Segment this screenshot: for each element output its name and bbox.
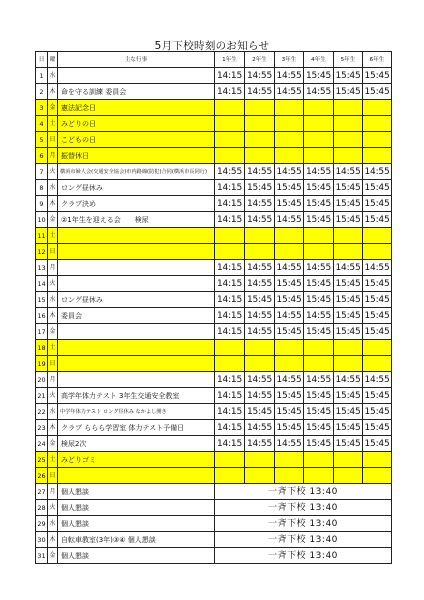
dismissal-time-cell: 14:55: [304, 84, 334, 100]
event-cell: 自転車教室(3年)③④ 個人懇談: [58, 532, 215, 548]
table-row: [36, 180, 392, 196]
dismissal-time-cell: 15:45: [304, 404, 334, 420]
dismissal-time-cell: [245, 452, 275, 468]
dismissal-time-cell: 15:45: [363, 180, 392, 196]
dismissal-time-cell: 14:55: [275, 68, 304, 84]
dismissal-time-cell: 15:45: [275, 388, 304, 404]
event-cell: 検尿2次: [58, 436, 215, 452]
dismissal-time-cell: 15:45: [334, 68, 363, 84]
dismissal-time-cell: [334, 340, 363, 356]
dismissal-time-cell: 15:45: [275, 196, 304, 212]
dismissal-time-cell: 14:55: [245, 324, 275, 340]
weekday-cell: 月: [48, 260, 58, 276]
day-cell: 18: [36, 340, 48, 356]
dismissal-time-cell: [275, 468, 304, 484]
dismissal-time-cell: 14:55: [245, 260, 275, 276]
table-row: [36, 548, 392, 564]
weekday-cell: 日: [48, 356, 58, 372]
dismissal-time-cell: [275, 244, 304, 260]
weekday-cell: 火: [48, 164, 58, 180]
event-cell: [58, 356, 215, 372]
dismissal-time-cell: 14:15: [215, 308, 245, 324]
table-row: [36, 372, 392, 388]
dismissal-time-cell: 15:45: [245, 404, 275, 420]
dismissal-time-cell: 14:55: [245, 388, 275, 404]
event-cell: クラブ決め: [58, 196, 215, 212]
dismissal-time-cell: 14:55: [245, 212, 275, 228]
event-cell: [58, 340, 215, 356]
page-title: 5月下校時刻のお知らせ: [154, 40, 270, 52]
dismissal-time-cell: [334, 148, 363, 164]
dismissal-time-cell: [334, 100, 363, 116]
dismissal-time-cell: [334, 468, 363, 484]
dismissal-time-cell: [363, 228, 392, 244]
table-row: [36, 228, 392, 244]
dismissal-time-cell: 15:45: [363, 436, 392, 452]
dismissal-time-cell: 15:45: [304, 292, 334, 308]
dismissal-time-cell: 14:55: [245, 276, 275, 292]
table-row: [36, 276, 392, 292]
dismissal-time-cell: [334, 132, 363, 148]
dismissal-time-cell: 14:15: [215, 420, 245, 436]
dismissal-time-cell: 15:45: [334, 388, 363, 404]
dismissal-time-cell: 15:45: [334, 84, 363, 100]
event-cell: 個人懇談: [58, 516, 215, 532]
dismissal-time-cell: [363, 452, 392, 468]
dismissal-time-cell: 14:55: [304, 308, 334, 324]
dismissal-time-cell: [215, 244, 245, 260]
day-cell: 11: [36, 228, 48, 244]
dismissal-time-cell: 15:45: [334, 404, 363, 420]
event-cell: 憲法記念日: [58, 100, 215, 116]
weekday-cell: 火: [48, 276, 58, 292]
dismissal-time-cell: 14:55: [275, 372, 304, 388]
dismissal-time-cell: 14:55: [245, 68, 275, 84]
dismissal-time-cell: 14:15: [215, 276, 245, 292]
weekday-cell: 日: [48, 468, 58, 484]
weekday-cell: 月: [48, 484, 58, 500]
column-header: 日: [36, 52, 48, 68]
event-cell: [58, 468, 215, 484]
dismissal-time-cell: [304, 340, 334, 356]
weekday-cell: 土: [48, 116, 58, 132]
dismissal-time-cell: 14:15: [215, 196, 245, 212]
column-header: 4年生: [304, 52, 334, 68]
weekday-cell: 金: [48, 548, 58, 564]
weekday-cell: 日: [48, 132, 58, 148]
dismissal-time-cell: 15:45: [304, 436, 334, 452]
dismissal-time-cell: 15:45: [334, 276, 363, 292]
event-cell: 横浜市婦人会(交通安全協会)市内路線(防犯)合同(横浜市長同行): [58, 164, 215, 180]
table-row: [36, 420, 392, 436]
weekday-cell: 木: [48, 84, 58, 100]
dismissal-time-cell: [304, 100, 334, 116]
dismissal-time-cell: [245, 468, 275, 484]
table-row: [36, 244, 392, 260]
dismissal-time-cell: 14:55: [334, 164, 363, 180]
dismissal-time-cell: 15:45: [363, 420, 392, 436]
table-row: [36, 148, 392, 164]
dismissal-time-cell: 14:15: [215, 68, 245, 84]
weekday-cell: 月: [48, 372, 58, 388]
table-row: [36, 340, 392, 356]
day-cell: 27: [36, 484, 48, 500]
event-cell: みどりゴミ: [58, 452, 215, 468]
table-row: [36, 388, 392, 404]
table-row: [36, 196, 392, 212]
day-cell: 17: [36, 324, 48, 340]
dismissal-time-cell: 15:45: [363, 84, 392, 100]
dismissal-time-cell: [363, 244, 392, 260]
weekday-cell: 日: [48, 244, 58, 260]
table-row: [36, 356, 392, 372]
dismissal-time-cell: 14:55: [334, 260, 363, 276]
day-cell: 4: [36, 116, 48, 132]
day-cell: 28: [36, 500, 48, 516]
table-row: [36, 484, 392, 500]
dismissal-time-cell: [304, 244, 334, 260]
day-cell: 21: [36, 388, 48, 404]
dismissal-time-cell: 15:45: [363, 308, 392, 324]
dismissal-time-cell: [363, 100, 392, 116]
dismissal-time-cell: 14:55: [275, 308, 304, 324]
dismissal-all-cell: 一斉下校 13:40: [215, 500, 392, 516]
dismissal-time-cell: 15:45: [245, 292, 275, 308]
event-cell: 高学年体力テスト 3年生交通安全教室: [58, 388, 215, 404]
day-cell: 26: [36, 468, 48, 484]
dismissal-time-cell: 15:45: [334, 292, 363, 308]
dismissal-time-cell: 14:15: [215, 324, 245, 340]
dismissal-time-cell: 15:45: [334, 180, 363, 196]
column-header: 6年生: [363, 52, 392, 68]
dismissal-time-cell: 15:45: [275, 276, 304, 292]
event-cell: [58, 324, 215, 340]
dismissal-time-cell: 15:45: [363, 324, 392, 340]
day-cell: 15: [36, 292, 48, 308]
dismissal-time-cell: 14:55: [275, 212, 304, 228]
dismissal-all-cell: 一斉下校 13:40: [215, 484, 392, 500]
dismissal-time-cell: [334, 228, 363, 244]
dismissal-time-cell: [245, 244, 275, 260]
dismissal-time-cell: 14:15: [215, 84, 245, 100]
event-cell: みどりの日: [58, 116, 215, 132]
dismissal-time-cell: 14:55: [275, 260, 304, 276]
dismissal-time-cell: 14:55: [275, 84, 304, 100]
dismissal-time-cell: [363, 468, 392, 484]
dismissal-time-cell: [215, 148, 245, 164]
dismissal-time-cell: [363, 148, 392, 164]
weekday-cell: 水: [48, 68, 58, 84]
event-cell: 委員会: [58, 308, 215, 324]
day-cell: 7: [36, 164, 48, 180]
day-cell: 16: [36, 308, 48, 324]
dismissal-time-cell: 15:45: [334, 196, 363, 212]
dismissal-time-cell: 15:45: [334, 308, 363, 324]
dismissal-time-cell: [304, 468, 334, 484]
weekday-cell: 火: [48, 388, 58, 404]
dismissal-time-cell: 14:55: [245, 308, 275, 324]
dismissal-time-cell: [304, 228, 334, 244]
event-cell: 個人懇談: [58, 548, 215, 564]
table-row: [36, 292, 392, 308]
event-cell: ロング昼休み: [58, 180, 215, 196]
dismissal-time-cell: [215, 132, 245, 148]
event-cell: [58, 260, 215, 276]
weekday-cell: 木: [48, 308, 58, 324]
dismissal-time-cell: 15:45: [334, 420, 363, 436]
weekday-cell: 土: [48, 228, 58, 244]
dismissal-time-cell: 15:45: [334, 212, 363, 228]
table-header-row: [36, 52, 392, 68]
weekday-cell: 水: [48, 292, 58, 308]
dismissal-time-cell: [215, 468, 245, 484]
table-row: [36, 84, 392, 100]
day-cell: 5: [36, 132, 48, 148]
event-cell: ②1年生を迎える会 検尿: [58, 212, 215, 228]
table-row: [36, 452, 392, 468]
event-cell: ロング昼休み: [58, 292, 215, 308]
dismissal-time-cell: 14:55: [304, 164, 334, 180]
weekday-cell: 木: [48, 196, 58, 212]
dismissal-time-cell: [245, 228, 275, 244]
dismissal-time-cell: [334, 452, 363, 468]
table-row: [36, 100, 392, 116]
dismissal-all-cell: 一斉下校 13:40: [215, 516, 392, 532]
day-cell: 25: [36, 452, 48, 468]
table-row: [36, 132, 392, 148]
dismissal-time-cell: 14:15: [215, 404, 245, 420]
dismissal-time-cell: 15:45: [275, 404, 304, 420]
dismissal-time-cell: 14:55: [245, 420, 275, 436]
dismissal-time-cell: [215, 116, 245, 132]
dismissal-time-cell: [245, 340, 275, 356]
day-cell: 19: [36, 356, 48, 372]
dismissal-time-cell: [275, 228, 304, 244]
dismissal-time-cell: [215, 340, 245, 356]
dismissal-time-cell: 15:45: [275, 324, 304, 340]
dismissal-time-cell: 15:45: [245, 180, 275, 196]
dismissal-time-cell: [245, 116, 275, 132]
dismissal-time-cell: 15:45: [363, 404, 392, 420]
dismissal-time-cell: [304, 132, 334, 148]
weekday-cell: 木: [48, 420, 58, 436]
column-header: 1年生: [215, 52, 245, 68]
table-row: [36, 260, 392, 276]
event-cell: [58, 228, 215, 244]
event-cell: クラブ ららら学習室 体力テスト予備日: [58, 420, 215, 436]
dismissal-time-cell: [245, 100, 275, 116]
dismissal-time-cell: 14:15: [215, 292, 245, 308]
dismissal-time-cell: 14:55: [363, 164, 392, 180]
dismissal-time-cell: [304, 148, 334, 164]
dismissal-time-cell: [275, 148, 304, 164]
event-cell: 個人懇談: [58, 484, 215, 500]
dismissal-time-cell: [363, 356, 392, 372]
dismissal-time-cell: 14:15: [215, 436, 245, 452]
dismissal-time-cell: 15:45: [304, 420, 334, 436]
dismissal-time-cell: 15:45: [304, 180, 334, 196]
table-row: [36, 468, 392, 484]
day-cell: 12: [36, 244, 48, 260]
dismissal-time-cell: [215, 228, 245, 244]
dismissal-time-cell: [215, 452, 245, 468]
dismissal-time-cell: [275, 132, 304, 148]
dismissal-time-cell: [275, 340, 304, 356]
day-cell: 30: [36, 532, 48, 548]
day-cell: 23: [36, 420, 48, 436]
dismissal-time-cell: [363, 340, 392, 356]
dismissal-time-cell: [215, 100, 245, 116]
weekday-cell: 金: [48, 212, 58, 228]
dismissal-all-cell: 一斉下校 13:40: [215, 548, 392, 564]
weekday-cell: 月: [48, 148, 58, 164]
dismissal-time-cell: 14:55: [275, 436, 304, 452]
column-header: 2年生: [245, 52, 275, 68]
dismissal-time-cell: 14:55: [363, 372, 392, 388]
dismissal-time-cell: 14:55: [275, 164, 304, 180]
day-cell: 2: [36, 84, 48, 100]
dismissal-time-cell: 14:15: [215, 260, 245, 276]
event-cell: 中学年体力テスト ロング昼休み なかよし開き: [58, 404, 215, 420]
event-cell: [58, 276, 215, 292]
table-row: [36, 116, 392, 132]
day-cell: 31: [36, 548, 48, 564]
dismissal-time-cell: [275, 356, 304, 372]
dismissal-time-cell: 14:55: [334, 372, 363, 388]
dismissal-time-cell: [304, 116, 334, 132]
day-cell: 10: [36, 212, 48, 228]
dismissal-time-cell: [334, 356, 363, 372]
day-cell: 20: [36, 372, 48, 388]
dismissal-time-cell: 14:15: [215, 180, 245, 196]
dismissal-time-cell: [275, 100, 304, 116]
dismissal-time-cell: [245, 132, 275, 148]
table-row: [36, 324, 392, 340]
weekday-cell: 金: [48, 100, 58, 116]
event-cell: 命を守る訓練 委員会: [58, 84, 215, 100]
dismissal-time-cell: 15:45: [363, 212, 392, 228]
dismissal-time-cell: 15:45: [363, 196, 392, 212]
weekday-cell: 土: [48, 452, 58, 468]
column-header: 3年生: [275, 52, 304, 68]
weekday-cell: 水: [48, 180, 58, 196]
event-cell: [58, 68, 215, 84]
table-row: [36, 500, 392, 516]
table-row: [36, 436, 392, 452]
dismissal-time-cell: 14:55: [363, 260, 392, 276]
dismissal-time-cell: 15:45: [363, 276, 392, 292]
dismissal-time-cell: 14:15: [215, 388, 245, 404]
dismissal-time-cell: 14:15: [215, 212, 245, 228]
event-cell: [58, 372, 215, 388]
dismissal-time-cell: [363, 132, 392, 148]
weekday-cell: 水: [48, 516, 58, 532]
weekday-cell: 水: [48, 404, 58, 420]
dismissal-time-cell: 15:45: [304, 388, 334, 404]
day-cell: 1: [36, 68, 48, 84]
dismissal-time-cell: 15:45: [334, 436, 363, 452]
event-cell: [58, 244, 215, 260]
weekday-cell: 土: [48, 340, 58, 356]
dismissal-time-cell: 15:45: [304, 68, 334, 84]
weekday-cell: 木: [48, 532, 58, 548]
dismissal-time-cell: 14:55: [245, 372, 275, 388]
dismissal-time-cell: 15:45: [363, 388, 392, 404]
event-cell: 個人懇談: [58, 500, 215, 516]
column-header: 5年生: [334, 52, 363, 68]
day-cell: 14: [36, 276, 48, 292]
dismissal-time-cell: 14:55: [245, 196, 275, 212]
dismissal-time-cell: [304, 452, 334, 468]
day-cell: 6: [36, 148, 48, 164]
event-cell: 振替休日: [58, 148, 215, 164]
dismissal-time-cell: [215, 356, 245, 372]
table-row: [36, 532, 392, 548]
dismissal-time-cell: 14:55: [245, 164, 275, 180]
table-row: [36, 308, 392, 324]
dismissal-time-cell: 14:15: [215, 372, 245, 388]
event-cell: こどもの日: [58, 132, 215, 148]
dismissal-time-cell: [363, 116, 392, 132]
table-row: [36, 68, 392, 84]
day-cell: 22: [36, 404, 48, 420]
table-row: [36, 212, 392, 228]
dismissal-time-cell: 15:45: [304, 212, 334, 228]
dismissal-time-cell: 14:55: [245, 436, 275, 452]
weekday-cell: 金: [48, 436, 58, 452]
weekday-cell: 金: [48, 324, 58, 340]
dismissal-time-cell: [245, 148, 275, 164]
weekday-cell: 火: [48, 500, 58, 516]
schedule-table: [35, 51, 392, 564]
dismissal-time-cell: 15:45: [363, 292, 392, 308]
dismissal-all-cell: 一斉下校 13:40: [215, 532, 392, 548]
dismissal-time-cell: 15:45: [304, 196, 334, 212]
day-cell: 13: [36, 260, 48, 276]
day-cell: 9: [36, 196, 48, 212]
dismissal-time-cell: [304, 356, 334, 372]
dismissal-time-cell: [245, 356, 275, 372]
dismissal-time-cell: 15:45: [275, 420, 304, 436]
table-row: [36, 404, 392, 420]
day-cell: 29: [36, 516, 48, 532]
day-cell: 3: [36, 100, 48, 116]
dismissal-time-cell: [334, 244, 363, 260]
column-header: 主な行事: [58, 52, 215, 68]
dismissal-time-cell: 15:45: [275, 292, 304, 308]
dismissal-time-cell: 14:55: [215, 164, 245, 180]
day-cell: 8: [36, 180, 48, 196]
dismissal-time-cell: 15:45: [334, 324, 363, 340]
table-row: [36, 516, 392, 532]
dismissal-time-cell: 14:55: [245, 84, 275, 100]
column-header: 曜: [48, 52, 58, 68]
dismissal-time-cell: [275, 452, 304, 468]
dismissal-time-cell: 15:45: [304, 276, 334, 292]
dismissal-time-cell: 14:55: [304, 372, 334, 388]
dismissal-time-cell: 15:45: [275, 180, 304, 196]
dismissal-time-cell: 15:45: [304, 324, 334, 340]
dismissal-time-cell: 15:45: [363, 68, 392, 84]
dismissal-time-cell: 14:55: [304, 260, 334, 276]
day-cell: 24: [36, 436, 48, 452]
dismissal-time-cell: [275, 116, 304, 132]
table-row: [36, 164, 392, 180]
dismissal-time-cell: [334, 116, 363, 132]
